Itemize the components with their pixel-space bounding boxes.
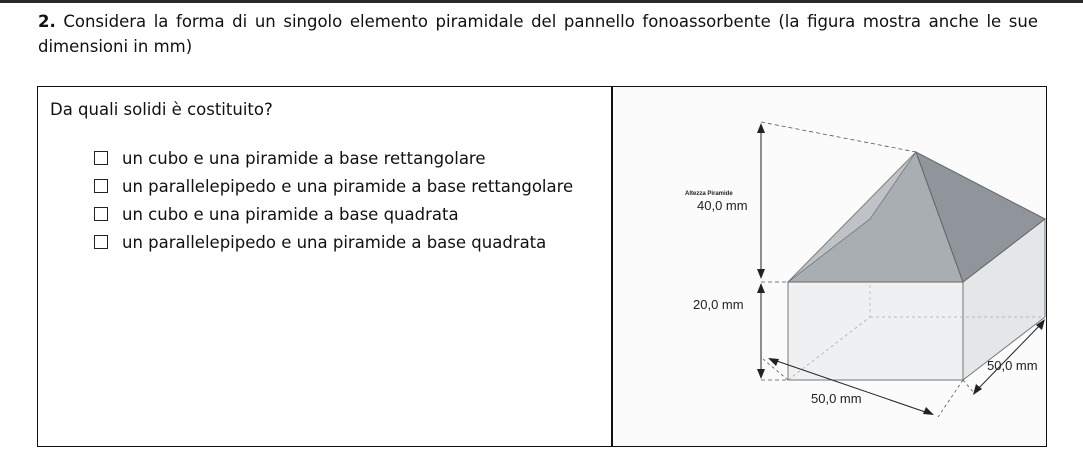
answer-table (37, 86, 1047, 447)
prism-front-face (788, 282, 963, 380)
question-prompt: Da quali solidi è costituito? (50, 100, 273, 119)
question-body: Considera la forma di un singolo elemento piramidale del pannello fonoassorbente (la figura mostra anche le sue dimensioni in mm) (38, 12, 1038, 56)
option-2-label: un parallelepipedo e una piramide a base rettangolare (122, 177, 574, 196)
pyramid-height-label: 40,0 mm (697, 198, 748, 213)
option-2-checkbox[interactable] (94, 179, 108, 193)
option-1[interactable] (94, 147, 602, 171)
option-4[interactable] (94, 231, 602, 255)
prism-height-label: 20,0 mm (693, 297, 744, 312)
option-3-checkbox[interactable] (94, 207, 108, 221)
depth-label: 50,0 mm (987, 358, 1038, 373)
pyramid-figure (613, 87, 1046, 446)
width-label: 50,0 mm (811, 391, 862, 406)
option-3[interactable] (94, 203, 602, 227)
option-1-label: un cubo e una piramide a base rettangolare (122, 149, 486, 168)
question-number: 2. (38, 12, 56, 31)
options-list (94, 147, 602, 259)
pyramid-height-title: Altezza Piramide (685, 191, 733, 197)
option-2[interactable] (94, 175, 602, 199)
option-3-label: un cubo e una piramide a base quadrata (122, 205, 459, 224)
option-1-checkbox[interactable] (94, 151, 108, 165)
option-4-checkbox[interactable] (94, 235, 108, 249)
options-cell (38, 87, 611, 446)
question-text (38, 9, 1038, 59)
top-divider (0, 0, 1083, 3)
option-4-label: un parallelepipedo e una piramide a base quadrata (122, 233, 547, 252)
